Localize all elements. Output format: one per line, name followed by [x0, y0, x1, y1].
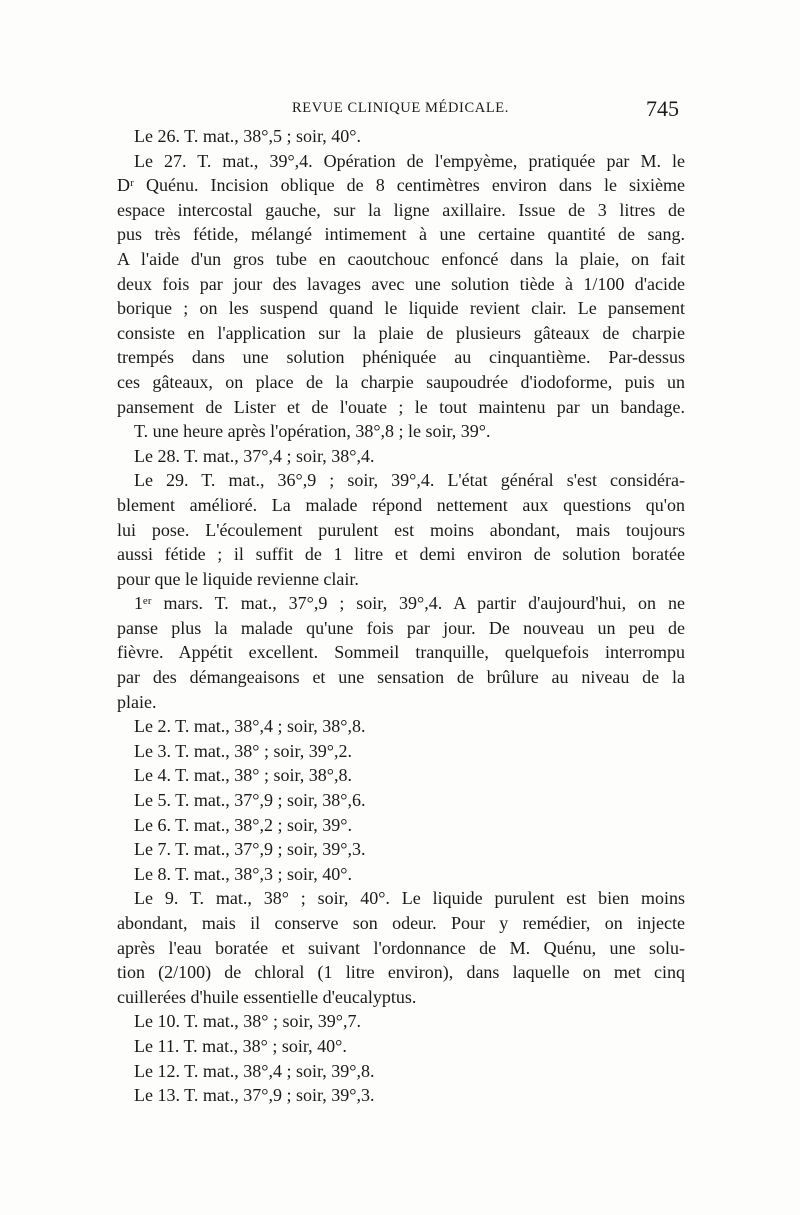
text-line: fièvre. Appétit excellent. Sommeil tranquille, quelquefois interrompu [117, 642, 685, 663]
text-line: Le 7. T. mat., 37°,9 ; soir, 39°,3. [134, 839, 366, 860]
text-line: tion (2/100) de chloral (1 litre environ), dans laquelle on met cinq [117, 962, 685, 983]
text-line: 1ᵉʳ mars. T. mat., 37°,9 ; soir, 39°,4. A partir d'aujourd'hui, on ne [134, 593, 685, 614]
text-line: pour que le liquide revienne clair. [117, 568, 359, 589]
text-line: Le 28. T. mat., 37°,4 ; soir, 38°,4. [134, 445, 375, 466]
text-line: cuillerées d'huile essentielle d'eucalyptus. [117, 986, 417, 1007]
text-line: Le 27. T. mat., 39°,4. Opération de l'empyème, pratiquée par M. le [134, 150, 685, 171]
text-line: aussi fétide ; il suffit de 1 litre et demi environ de solution boratée [117, 544, 685, 565]
text-line: après l'eau boratée et suivant l'ordonnance de M. Quénu, une solu- [117, 937, 685, 958]
text-line: Le 2. T. mat., 38°,4 ; soir, 38°,8. [134, 716, 366, 737]
text-line: pus très fétide, mélangé intimement à une certaine quantité de sang. [117, 224, 685, 245]
text-line: abondant, mais il conserve son odeur. Pour y remédier, on injecte [117, 913, 685, 933]
text-line: ces gâteaux, on place de la charpie saupoudrée d'iodoforme, puis un [117, 371, 685, 392]
text-line: trempés dans une solution phéniquée au cinquantième. Par-dessus [117, 347, 685, 368]
text-line: pansement de Lister et de l'ouate ; le tout maintenu par un bandage. [117, 396, 685, 417]
text-line: blement amélioré. La malade répond nettement aux questions qu'on [117, 494, 685, 515]
text-line: par des démangeaisons et une sensation de brûlure au niveau de la [117, 667, 685, 688]
text-line: Le 6. T. mat., 38°,2 ; soir, 39°. [134, 814, 352, 835]
page-number: 745 [646, 96, 679, 121]
text-line: Le 9. T. mat., 38° ; soir, 40°. Le liquide purulent est bien moins [134, 888, 685, 909]
text-line: Le 13. T. mat., 37°,9 ; soir, 39°,3. [134, 1085, 375, 1106]
text-line: Le 8. T. mat., 38°,3 ; soir, 40°. [134, 863, 352, 884]
text-line: Le 11. T. mat., 38° ; soir, 40°. [134, 1035, 347, 1056]
text-line: T. une heure après l'opération, 38°,8 ; le soir, 39°. [134, 421, 491, 442]
text-line: Le 10. T. mat., 38° ; soir, 39°,7. [134, 1011, 361, 1032]
text-line: Le 12. T. mat., 38°,4 ; soir, 39°,8. [134, 1060, 375, 1081]
text-line: plaie. [117, 691, 157, 712]
body-text [117, 124, 685, 1108]
text-line: lui pose. L'écoulement purulent est moins abondant, mais toujours [117, 519, 685, 540]
text-line: espace intercostal gauche, sur la ligne axillaire. Issue de 3 litres de [117, 199, 685, 220]
text-line: A l'aide d'un gros tube en caoutchouc enfoncé dans la plaie, on fait [117, 248, 685, 269]
text-line: deux fois par jour des lavages avec une solution tiède à 1/100 d'acide [117, 273, 685, 294]
text-line: borique ; on les suspend quand le liquide revient clair. Le pansement [117, 298, 685, 319]
text-line: Dʳ Quénu. Incision oblique de 8 centimètres environ dans le sixième [117, 175, 685, 196]
text-line: consiste en l'application sur la plaie de plusieurs gâteaux de charpie [117, 322, 685, 343]
running-head [0, 96, 800, 122]
text-line: Le 4. T. mat., 38° ; soir, 38°,8. [134, 765, 352, 786]
text-line: Le 26. T. mat., 38°,5 ; soir, 40°. [134, 126, 361, 146]
running-title: REVUE CLINIQUE MÉDICALE. [292, 100, 509, 116]
text-line: panse plus la malade qu'une fois par jour. De nouveau un peu de [117, 617, 685, 638]
text-line: Le 3. T. mat., 38° ; soir, 39°,2. [134, 740, 352, 761]
text-line: Le 29. T. mat., 36°,9 ; soir, 39°,4. L'état général s'est considéra- [134, 470, 685, 491]
text-line: Le 5. T. mat., 37°,9 ; soir, 38°,6. [134, 790, 366, 811]
